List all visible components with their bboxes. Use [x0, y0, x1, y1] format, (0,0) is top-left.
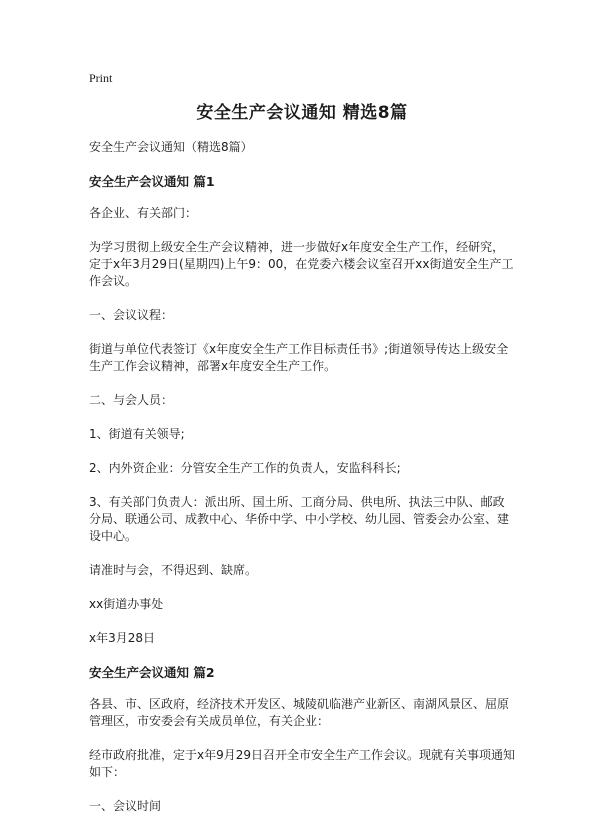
- signature-line: xx街道办事处: [89, 597, 164, 611]
- paragraph: 请准时与会，不得迟到、缺席。: [89, 563, 258, 577]
- print-label[interactable]: Print: [89, 71, 113, 85]
- paragraph: 一、会议时间: [89, 799, 162, 813]
- paragraph: 一、会议议程：: [89, 308, 174, 322]
- section-heading-1: 安全生产会议通知 篇1: [89, 174, 215, 189]
- paragraph: 二、与会人员：: [89, 393, 174, 407]
- paragraph: 各企业、有关部门：: [89, 206, 198, 220]
- document-title: 安全生产会议通知 精选8篇: [196, 103, 408, 123]
- document-content: [89, 70, 515, 832]
- section-heading-2: 安全生产会议通知 篇2: [89, 665, 215, 680]
- paragraph: 各县、市、区政府，经济技术开发区、城陵矶临港产业新区、南湖风景区、屈原管理区，市安委会有关成员单位，有关企业：: [89, 697, 510, 728]
- document-subtitle: 安全生产会议通知（精选8篇）: [89, 140, 253, 154]
- paragraph: 1、街道有关领导;: [89, 427, 185, 441]
- date-line: x年3月28日: [89, 631, 156, 645]
- paragraph: 3、有关部门负责人：派出所、国土所、工商分局、供电所、执法三中队、邮政分局、联通公司、成教中心、华侨中学、中小学校、幼儿园、管委会办公室、建设中心。: [89, 495, 510, 543]
- paragraph: 经市政府批准，定于x年9月29日召开全市安全生产工作会议。现就有关事项通知如下：: [89, 748, 516, 779]
- paragraph: 街道与单位代表签订《x年度安全生产工作目标责任书》;街道领导传达上级安全生产工作会议精神，部署x年度安全生产工作。: [89, 342, 509, 373]
- paragraph: 2、内外资企业：分管安全生产工作的负责人，安监科科长;: [89, 461, 401, 475]
- paragraph: 为学习贯彻上级安全生产会议精神，进一步做好x年度安全生产工作，经研究，定于x年3月29日(星期四)上午9：00，在党委六楼会议室召开xx街道安全生产工作会议。: [89, 240, 514, 288]
